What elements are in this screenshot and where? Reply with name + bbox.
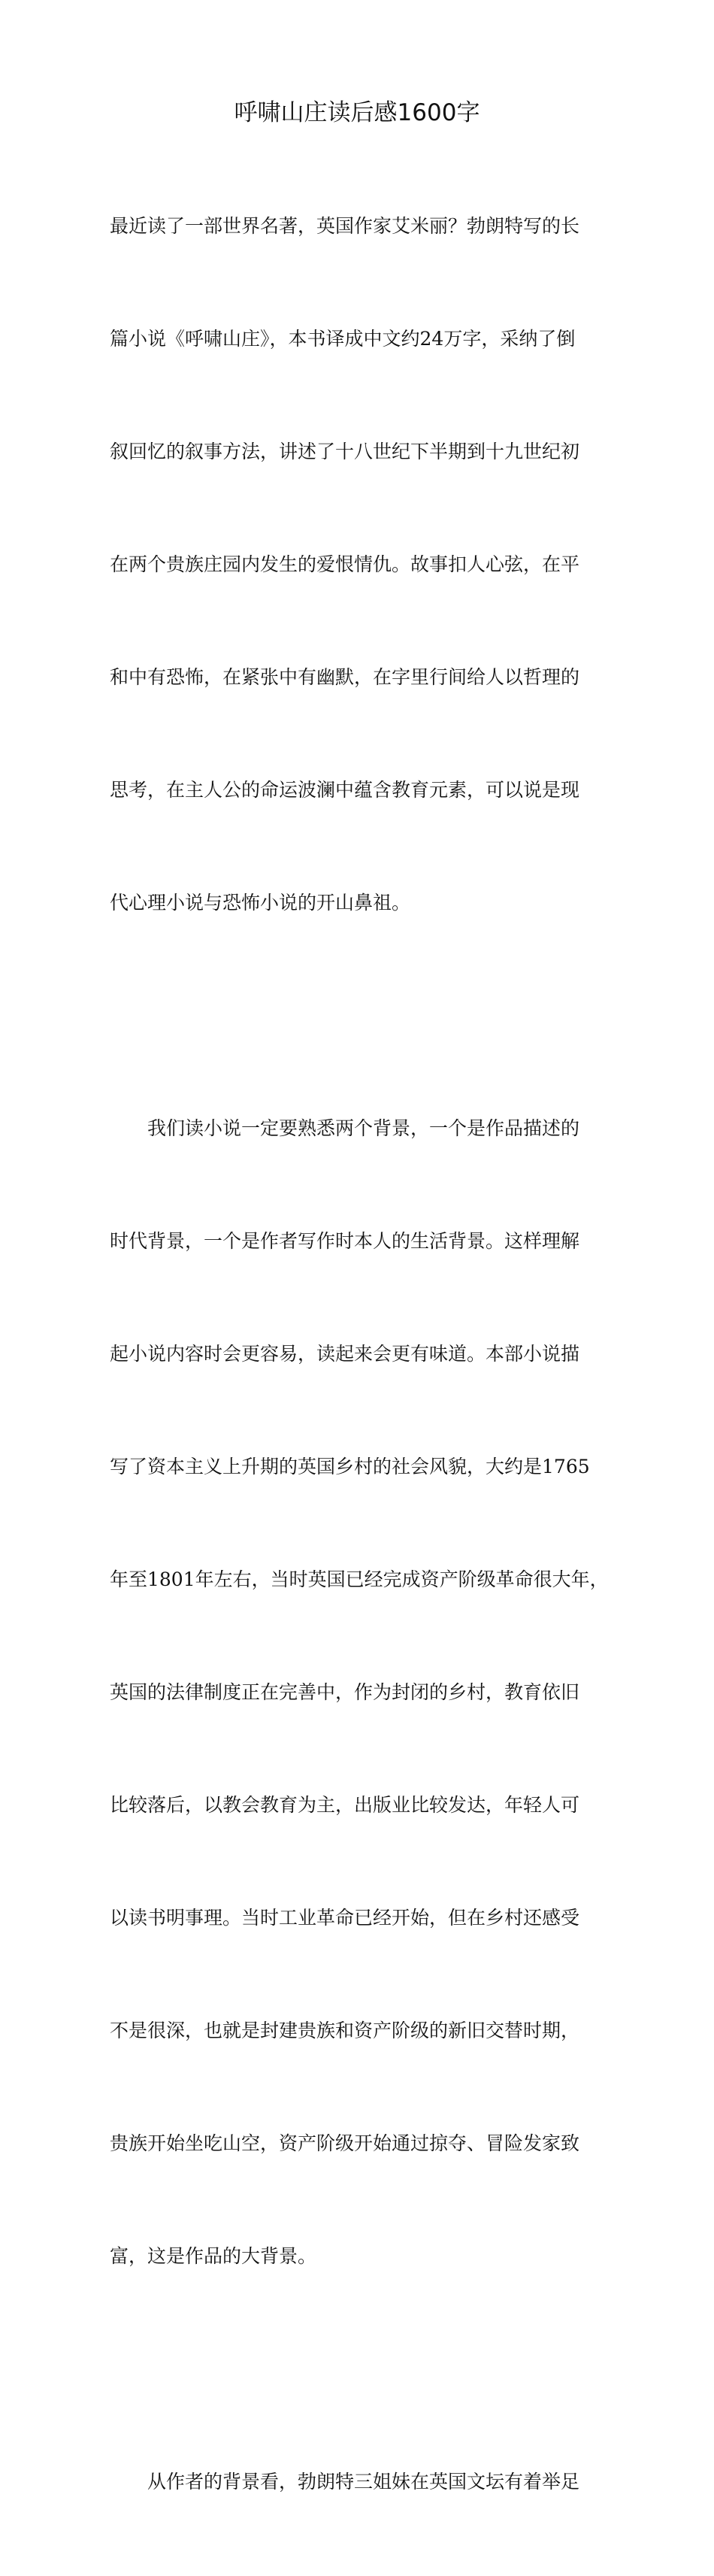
text-line: 我们读小说一定要熟悉两个背景，一个是作品描述的	[110, 1117, 580, 1139]
text-line: 贵族开始坐吃山空，资产阶级开始通过掠夺、冒险发家致	[110, 2132, 580, 2154]
text-line: 时代背景，一个是作者写作时本人的生活背景。这样理解	[110, 1230, 580, 1252]
text-line: 从作者的背景看，勃朗特三姐妹在英国文坛有着举足	[110, 2471, 580, 2493]
document-title: 呼啸山庄读后感1600字	[234, 99, 480, 126]
text-line: 代心理小说与恐怖小说的开山鼻祖。	[110, 892, 411, 914]
paragraph-2	[110, 1035, 610, 2350]
text-line: 比较落后，以教会教育为主，出版业比较发达，年轻人可	[110, 1794, 580, 1816]
text-line: 在两个贵族庄园内发生的爱恨情仇。故事扣人心弦，在平	[110, 553, 580, 575]
text-line: 和中有恐怖，在紧张中有幽默，在字里行间给人以哲理的	[110, 666, 580, 688]
paragraph-spacer	[110, 2350, 610, 2388]
text-line: 写了资本主义上升期的英国乡村的社会风貌，大约是1765	[110, 1456, 590, 1477]
text-line: 富，这是作品的大背景。	[110, 2245, 317, 2267]
text-line: 篇小说《呼啸山庄》，本书译成中文约24万字，采纳了倒	[110, 328, 576, 350]
text-line: 以读书明事理。当时工业革命已经开始，但在乡村还感受	[110, 1907, 580, 1929]
text-line: 英国的法律制度正在完善中，作为封闭的乡村，教育依旧	[110, 1681, 580, 1703]
paragraph-3	[110, 2388, 610, 2576]
text-line: 起小说内容时会更容易，读起来会更有味道。本部小说描	[110, 1343, 580, 1365]
paragraph-spacer	[110, 997, 610, 1035]
document-body	[110, 132, 610, 2576]
text-line: 叙回忆的叙事方法，讲述了十八世纪下半期到十九世纪初	[110, 441, 580, 462]
text-line: 最近读了一部世界名著，英国作家艾米丽？勃朗特写的长	[110, 215, 580, 237]
text-line: 思考，在主人公的命运波澜中蕴含教育元素，可以说是现	[110, 779, 580, 801]
text-line: 年至1801年左右，当时英国已经完成资产阶级革命很大年，	[110, 1568, 609, 1590]
text-line: 不是很深，也就是封建贵族和资产阶级的新旧交替时期，	[110, 2020, 580, 2041]
paragraph-1	[110, 132, 610, 997]
